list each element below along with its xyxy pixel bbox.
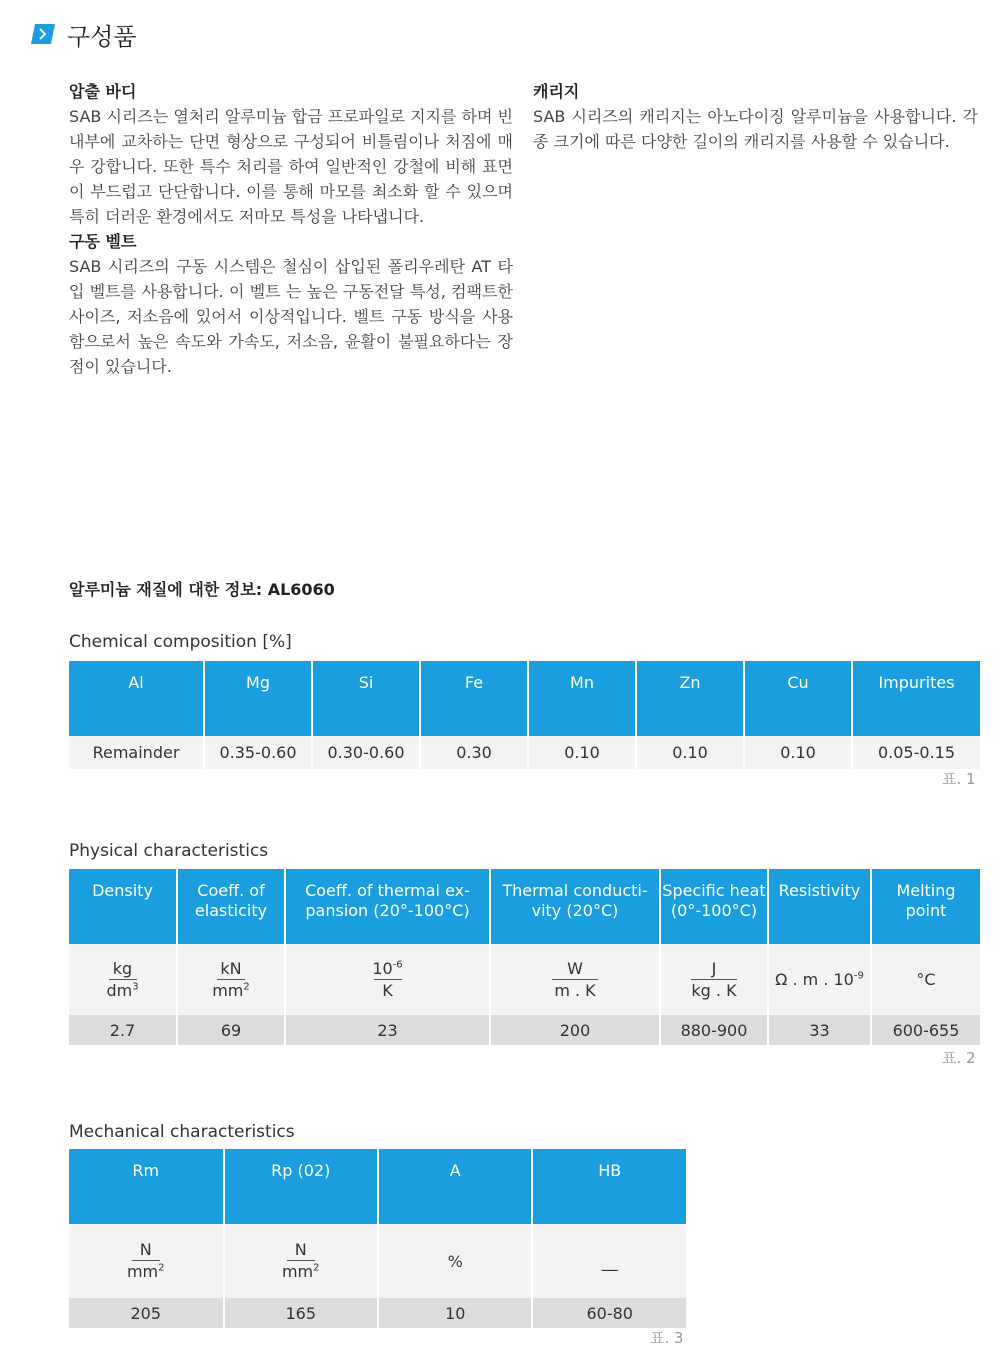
- value-cell: 0.30-0.60: [313, 736, 419, 769]
- physical-characteristics-table: [67, 869, 982, 1045]
- value-cell: 0.35-0.60: [205, 736, 311, 769]
- left-column: [69, 79, 513, 379]
- header-cell-elasticity: Coeff. of elasticity: [178, 869, 284, 944]
- chemical-composition-table: [67, 661, 982, 769]
- value-cell: 23: [286, 1015, 489, 1045]
- table-row: [69, 1015, 980, 1045]
- header-cell: A: [379, 1149, 531, 1224]
- table-row: [69, 736, 980, 769]
- header-cell: HB: [533, 1149, 686, 1224]
- value-cell: 880-900: [661, 1015, 767, 1045]
- value-cell: 10: [379, 1298, 531, 1328]
- unit-cell-expansion: $\frac{10^{-6}}{K}$: [286, 944, 489, 1015]
- value-cell: 33: [769, 1015, 870, 1045]
- value-cell: 0.05-0.15: [853, 736, 980, 769]
- header-cell: Impurites: [853, 661, 980, 736]
- unit-cell-resistivity: Ω . m . $10^{-9}$: [769, 944, 870, 1015]
- header-cell: Mn: [529, 661, 635, 736]
- table-header-row: [69, 661, 980, 736]
- mechanical-characteristics-table: [67, 1149, 688, 1328]
- header-cell: Si: [313, 661, 419, 736]
- extrusion-body-title: 압출 바디: [69, 82, 137, 101]
- header-cell: Mg: [205, 661, 311, 736]
- header-cell: Zn: [637, 661, 743, 736]
- unit-cell-hb: __: [533, 1224, 686, 1298]
- unit-row: [69, 944, 980, 1015]
- value-cell: 0.30: [421, 736, 527, 769]
- table-row: [69, 1298, 686, 1328]
- section-header: [31, 18, 137, 50]
- value-cell: 69: [178, 1015, 284, 1045]
- table-header-row: [69, 869, 980, 944]
- value-cell: 205: [69, 1298, 223, 1328]
- drive-belt-text: SAB 시리즈의 구동 시스템은 철심이 삽입된 폴리우레탄 AT 타입 벨트를 사용합니다. 이 벨트 는 높은 구동전달 특성, 컴팩트한 사이즈, 저소음에 있어서 이상적입니다. 벨트 구동 방식을 사용함으로서 높은 속도와 가속도, 저소음, 윤활이 불필요하다는 장점이 있습니다.: [69, 257, 513, 376]
- header-cell-specific-heat: Specific heat (0°-100°C): [661, 869, 767, 944]
- value-cell: 0.10: [529, 736, 635, 769]
- unit-cell-density: $\frac{kg}{dm^3}$: [69, 944, 176, 1015]
- header-cell-conductivity: Thermal conducti- vity (20°C): [491, 869, 659, 944]
- header-cell-melting: Melting point: [872, 869, 980, 944]
- header-cell-density: Density: [69, 869, 176, 944]
- physical-characteristics-title: Physical characteristics: [69, 841, 269, 861]
- material-info-title: 알루미늄 재질에 대한 정보: AL6060: [69, 580, 335, 599]
- header-cell: Al: [69, 661, 203, 736]
- mechanical-characteristics-title: Mechanical characteristics: [69, 1122, 295, 1142]
- value-cell: 165: [225, 1298, 377, 1328]
- unit-cell-specific-heat: $\frac{J}{kg . K}$: [661, 944, 767, 1015]
- header-cell: Rm: [69, 1149, 223, 1224]
- chevron-right-icon: [31, 24, 55, 44]
- drive-belt-title: 구동 벨트: [69, 232, 137, 251]
- unit-cell-conductivity: $\frac{W}{m . K}$: [491, 944, 659, 1015]
- value-cell: 200: [491, 1015, 659, 1045]
- value-cell: 2.7: [69, 1015, 176, 1045]
- table-number-2: 표. 2: [942, 1049, 976, 1067]
- value-cell: 0.10: [637, 736, 743, 769]
- value-cell: Remainder: [69, 736, 203, 769]
- header-cell: Cu: [745, 661, 851, 736]
- chemical-composition-title: Chemical composition [%]: [69, 632, 292, 652]
- unit-cell-a: %: [379, 1224, 531, 1298]
- section-title: 구성품: [67, 22, 137, 51]
- unit-cell-rm: $\frac{N}{mm^2}$: [69, 1224, 223, 1298]
- unit-cell-rp: $\frac{N}{mm^2}$: [225, 1224, 377, 1298]
- value-cell: 600-655: [872, 1015, 980, 1045]
- right-column: [533, 79, 978, 154]
- header-cell-expansion: Coeff. of thermal ex- pansion (20°-100°C): [286, 869, 489, 944]
- header-cell: Fe: [421, 661, 527, 736]
- unit-row: [69, 1224, 686, 1298]
- carriage-title: 캐리지: [533, 82, 580, 101]
- header-cell-resistivity: Resistivity: [769, 869, 870, 944]
- carriage-text: SAB 시리즈의 캐리지는 아노다이징 알루미늄을 사용합니다. 각 종 크기에 따른 다양한 길이의 캐리지를 사용할 수 있습니다.: [533, 107, 978, 151]
- value-cell: 0.10: [745, 736, 851, 769]
- table-number-1: 표. 1: [942, 770, 976, 788]
- unit-cell-melting: °C: [872, 944, 980, 1015]
- header-cell: Rp (02): [225, 1149, 377, 1224]
- value-cell: 60-80: [533, 1298, 686, 1328]
- extrusion-body-text: SAB 시리즈는 열처리 알루미늄 합금 프로파일로 지지를 하며 빈 내부에 교차하는 단면 형상으로 구성되어 비틀림이나 처짐에 매우 강합니다. 또한 특수 처리를 하여 일반적인 강철에 비해 표면이 부드럽고 단단합니다. 이를 통해 마모를 최소화 할 수 있으며 특히 더러운 환경에서도 저마모 특성을 나타냅니다.: [69, 107, 514, 226]
- table-header-row: [69, 1149, 686, 1224]
- unit-cell-elasticity: $\frac{kN}{mm^2}$: [178, 944, 284, 1015]
- table-number-3: 표. 3: [650, 1329, 684, 1347]
